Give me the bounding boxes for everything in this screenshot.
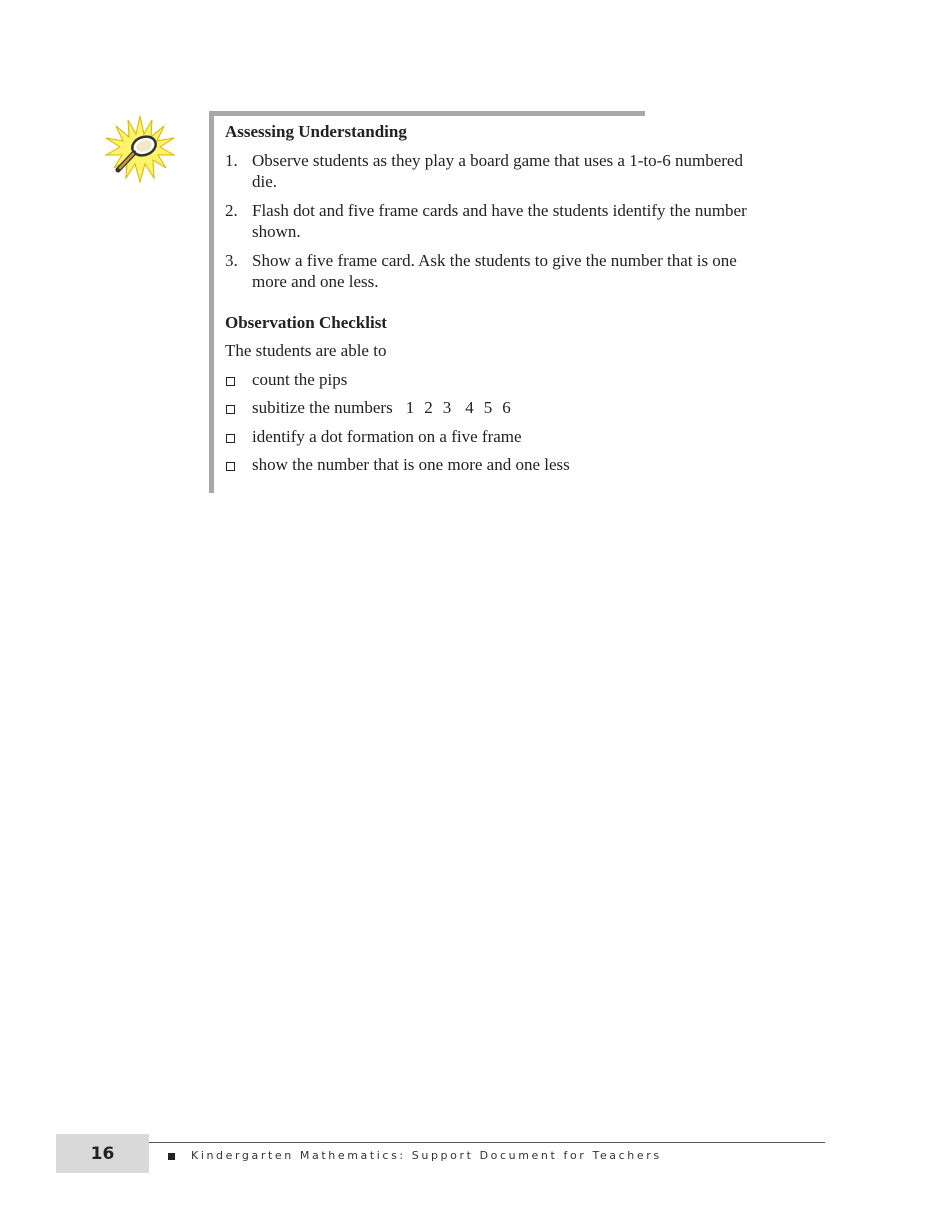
assessment-content [225,121,770,483]
checkbox-icon [225,454,252,475]
checklist-item-text: subitize the numbers [252,398,393,417]
assessing-understanding-heading: Assessing Understanding [225,122,407,141]
digit: 6 [502,398,511,417]
digit: 3 [442,398,452,417]
item-number: 1. [225,150,238,170]
item-text: Flash dot and five frame cards and have the students identify the number shown. [252,200,747,241]
checkbox-icon [225,397,252,418]
observation-checklist-heading: Observation Checklist [225,312,387,332]
footer-divider [149,1142,825,1143]
panel-left-rule [209,111,214,493]
magnifying-glass-starburst-icon [104,114,176,184]
checkbox-icon [225,426,252,447]
footer-bullet-icon [168,1153,175,1160]
panel-top-rule [209,111,645,116]
checklist-intro: The students are able to [225,341,387,360]
digit: 5 [483,398,493,417]
digit: 4 [465,398,474,417]
observation-checklist [225,369,770,476]
subitize-digits [393,398,511,417]
digit: 2 [424,398,433,417]
assessment-item [225,250,770,293]
digit: 1 [405,398,415,417]
item-text: Show a five frame card. Ask the students to give the number that is one more and one less. [252,250,737,291]
checkbox-icon [225,369,252,390]
checklist-item [225,369,770,391]
checklist-item [225,426,770,448]
checklist-item-text: identify a dot formation on a five frame [252,426,522,446]
assessment-list [225,150,770,293]
checklist-item [225,454,770,476]
checklist-item [225,397,770,419]
assessment-item [225,200,770,243]
item-text: Observe students as they play a board game that uses a 1-to-6 numbered die. [252,150,743,191]
assessment-item [225,150,770,193]
footer-document-title: Kindergarten Mathematics: Support Document for Teachers [191,1149,662,1162]
page-number: 16 [56,1134,149,1173]
item-number: 3. [225,250,238,270]
checklist-item-text: count the pips [252,369,348,389]
checklist-item-text: show the number that is one more and one less [252,455,570,474]
item-number: 2. [225,200,238,220]
assessment-panel [209,111,779,493]
checklist-item-subitize [252,397,770,419]
